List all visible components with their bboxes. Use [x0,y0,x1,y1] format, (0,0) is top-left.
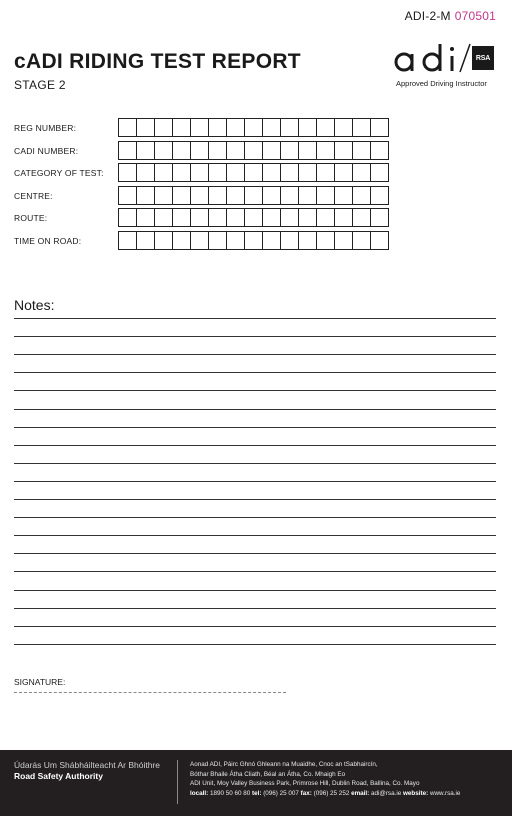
character-box[interactable] [137,209,155,226]
note-line[interactable] [14,318,496,319]
character-box[interactable] [299,142,317,159]
character-box[interactable] [155,119,173,136]
field-label: CENTRE: [14,190,53,201]
field-label: REG NUMBER: [14,123,77,133]
field-label: TIME ON ROAD: [14,235,82,246]
note-line[interactable] [14,517,496,518]
form-code [405,9,496,23]
character-box[interactable] [119,164,137,181]
field-label: ROUTE: [14,213,48,223]
character-box[interactable] [173,142,191,159]
character-box[interactable] [263,187,281,204]
character-box[interactable] [353,209,371,226]
character-box[interactable] [371,119,388,136]
page-subtitle: STAGE 2 [14,78,66,92]
note-line[interactable] [14,372,496,373]
character-box[interactable] [191,142,209,159]
character-box[interactable] [155,164,173,181]
character-box[interactable] [353,187,371,204]
character-box[interactable] [299,119,317,136]
note-line[interactable] [14,571,496,572]
locall-label: locall: [190,789,209,797]
character-box[interactable] [191,164,209,181]
note-line[interactable] [14,608,496,609]
footer-address [190,760,460,798]
character-box[interactable] [155,142,173,159]
email-label: email: [351,789,370,797]
character-box[interactable] [173,187,191,204]
locall-number: 1890 50 60 80 [209,789,251,797]
fax-number: (096) 25 252 [313,789,350,797]
character-box[interactable] [335,164,353,181]
note-line[interactable] [14,390,496,391]
character-box[interactable] [155,232,173,249]
note-line[interactable] [14,644,496,645]
character-box[interactable] [209,142,227,159]
time-on-road-boxes[interactable] [118,231,389,250]
field-route [14,208,394,228]
rsa-badge: RSA [472,46,494,70]
character-box[interactable] [137,187,155,204]
character-box[interactable] [137,142,155,159]
character-box[interactable] [371,164,388,181]
character-box[interactable] [119,119,137,136]
character-box[interactable] [353,142,371,159]
tel-label: tel: [251,789,262,797]
character-box[interactable] [317,164,335,181]
character-box[interactable] [263,209,281,226]
character-box[interactable] [281,209,299,226]
character-box[interactable] [353,164,371,181]
character-box[interactable] [209,187,227,204]
footer-org-name: Road Safety Authority [14,771,103,781]
address-irish-line-2: Bóthar Bhaile Átha Cliath, Béal an Átha, Co. Mhaigh Eo [190,770,346,778]
page-title: cADI RIDING TEST REPORT [14,50,301,73]
character-box[interactable] [173,209,191,226]
footer-org-irish: Údarás Um Shábháilteacht Ar Bhóithre [14,760,160,770]
character-box[interactable] [227,209,245,226]
character-box[interactable] [263,232,281,249]
character-box[interactable] [371,187,388,204]
note-line[interactable] [14,535,496,536]
form-code-id: ADI-2-M [404,9,451,23]
character-box[interactable] [119,187,137,204]
footer [0,750,512,816]
character-box[interactable] [317,142,335,159]
character-box[interactable] [335,232,353,249]
character-box[interactable] [317,187,335,204]
character-box[interactable] [119,209,137,226]
note-line[interactable] [14,445,496,446]
character-box[interactable] [263,142,281,159]
category-boxes[interactable] [118,163,389,182]
note-line[interactable] [14,553,496,554]
character-box[interactable] [281,187,299,204]
field-label: CADI NUMBER: [14,145,79,156]
character-box[interactable] [299,187,317,204]
character-box[interactable] [155,187,173,204]
character-box[interactable] [245,232,263,249]
note-line[interactable] [14,463,496,464]
character-box[interactable] [299,209,317,226]
note-line[interactable] [14,590,496,591]
character-box[interactable] [173,232,191,249]
character-box[interactable] [371,209,388,226]
character-box[interactable] [371,142,388,159]
adi-logo-mark-icon [394,42,474,74]
character-box[interactable] [245,164,263,181]
address-irish-line-1: Aonad ADI, Páirc Ghnó Ghleann na Muaidhe, Cnoc an tSabhaircín, [190,761,378,768]
character-box[interactable] [299,164,317,181]
field-cadi-number [14,141,394,161]
note-line[interactable] [14,499,496,500]
character-box[interactable] [227,187,245,204]
note-line[interactable] [14,626,496,627]
fax-label: fax: [300,789,312,797]
character-box[interactable] [281,164,299,181]
character-box[interactable] [227,232,245,249]
character-box[interactable] [191,187,209,204]
character-box[interactable] [335,142,353,159]
character-box[interactable] [299,232,317,249]
note-line[interactable] [14,427,496,428]
field-category-of-test [14,163,394,183]
character-box[interactable] [335,119,353,136]
notes-label: Notes: [14,297,55,313]
character-box[interactable] [191,232,209,249]
contact-line [190,789,460,799]
character-box[interactable] [191,119,209,136]
character-box[interactable] [227,142,245,159]
character-box[interactable] [335,209,353,226]
character-box[interactable] [353,119,371,136]
logo-caption: Approved Driving Instructor [396,79,487,88]
website-link[interactable]: www.rsa.ie [429,789,461,797]
character-box[interactable] [173,164,191,181]
character-box[interactable] [119,232,137,249]
form-reference: 070501 [454,9,496,23]
character-box[interactable] [155,209,173,226]
email-address[interactable]: adi@rsa.ie [371,789,402,797]
character-box[interactable] [137,164,155,181]
note-line[interactable] [14,409,496,410]
character-box[interactable] [263,119,281,136]
character-box[interactable] [245,187,263,204]
character-box[interactable] [317,209,335,226]
website-label: website: [402,789,429,797]
character-box[interactable] [137,232,155,249]
field-label: CATEGORY OF TEST: [14,168,104,178]
character-box[interactable] [209,232,227,249]
character-box[interactable] [173,119,191,136]
route-boxes[interactable] [118,208,389,227]
character-box[interactable] [245,142,263,159]
character-box[interactable] [263,164,281,181]
address-english: ADI Unit, Moy Valley Business Park, Primrose Hill, Dublin Road, Ballina, Co. Mayo [190,780,420,787]
character-box[interactable] [191,209,209,226]
character-box[interactable] [119,142,137,159]
character-box[interactable] [209,209,227,226]
character-box[interactable] [371,232,388,249]
reg-number-boxes[interactable] [118,118,389,137]
character-box[interactable] [227,119,245,136]
tel-number: (096) 25 007 [263,789,299,797]
character-box[interactable] [245,119,263,136]
character-box[interactable] [209,119,227,136]
character-box[interactable] [227,164,245,181]
character-box[interactable] [281,142,299,159]
field-centre [14,186,394,206]
character-box[interactable] [281,232,299,249]
centre-boxes[interactable] [118,186,389,205]
signature-line[interactable] [14,692,286,693]
character-box[interactable] [209,164,227,181]
character-box[interactable] [335,187,353,204]
note-line[interactable] [14,481,496,482]
signature-label: SIGNATURE: [14,677,66,687]
cadi-number-boxes[interactable] [118,141,389,160]
character-box[interactable] [317,119,335,136]
footer-divider [177,760,178,804]
character-box[interactable] [245,209,263,226]
note-line[interactable] [14,336,496,337]
character-box[interactable] [281,119,299,136]
field-reg-number [14,118,394,138]
note-line[interactable] [14,354,496,355]
field-time-on-road [14,231,394,251]
character-box[interactable] [317,232,335,249]
adi-logo [394,42,498,90]
character-box[interactable] [353,232,371,249]
character-box[interactable] [137,119,155,136]
